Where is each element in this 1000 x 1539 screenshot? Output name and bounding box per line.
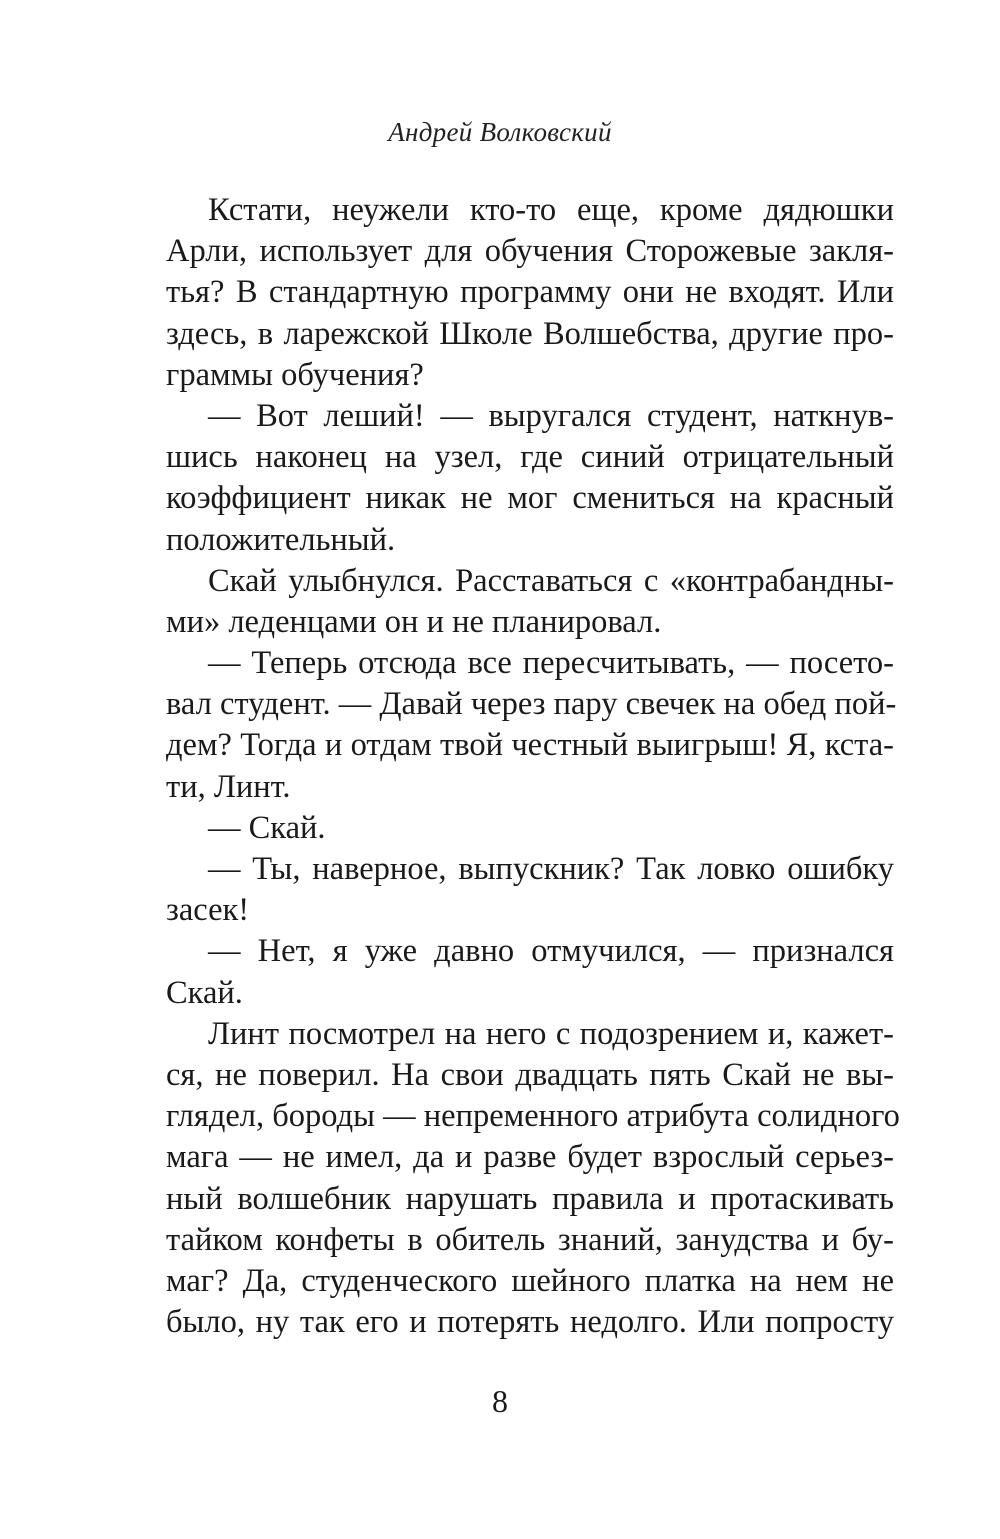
running-header-author: Андрей Волковский bbox=[388, 117, 612, 147]
paragraph bbox=[166, 1014, 900, 1344]
text-line: — Ты, наверное, выпускник? Так ловко ошибку bbox=[208, 851, 894, 887]
text-line: Скай. bbox=[166, 974, 243, 1011]
text-line: засек! bbox=[166, 892, 250, 929]
text-line: ми» леденцами он и не планировал. bbox=[166, 603, 662, 640]
paragraph bbox=[166, 808, 894, 849]
text-line: тья? В стандартную программу они не входят. Или bbox=[166, 274, 894, 311]
paragraph bbox=[166, 190, 894, 396]
text-line: Скай улыбнулся. Расставаться с «контрабандны- bbox=[208, 562, 894, 599]
text-line: здесь, в ларежской Школе Волшебства, другие про- bbox=[166, 315, 894, 352]
text-line: Линт посмотрел на него с подозрением и, кажет- bbox=[208, 1015, 894, 1052]
text-line: шись наконец на узел, где синий отрицательный bbox=[166, 439, 894, 476]
text-line: вал студент. — Давай через пару свечек на обед пой- bbox=[166, 686, 897, 723]
body-text bbox=[166, 190, 900, 1343]
text-line: маг? Да, студенческого шейного платка на нем не bbox=[166, 1262, 894, 1299]
text-line: тайком конфеты в обитель знаний, занудства и бу- bbox=[166, 1221, 894, 1258]
page-number: 8 bbox=[492, 1383, 508, 1419]
text-line: граммы обучения? bbox=[166, 356, 424, 393]
text-line: глядел, бороды — непременного атрибута солидного bbox=[166, 1098, 900, 1135]
paragraph bbox=[166, 561, 894, 643]
paragraph bbox=[166, 643, 897, 808]
text-line: ный волшебник нарушать правила и протаскивать bbox=[166, 1180, 894, 1217]
text-line: — Скай. bbox=[208, 809, 326, 846]
text-line: — Теперь отсюда все пересчитывать, — посето- bbox=[208, 645, 894, 682]
paragraph bbox=[166, 849, 894, 931]
text-line: мага — не имел, да и разве будет взрослый серьез- bbox=[166, 1139, 894, 1176]
paragraph bbox=[166, 931, 894, 1013]
text-line: дем? Тогда и отдам твой честный выигрыш! Я, кста- bbox=[166, 727, 894, 764]
text-line: Кстати, неужели кто-то еще, кроме дядюшки bbox=[208, 192, 894, 228]
text-line: положительный. bbox=[166, 521, 396, 558]
text-line: коэффициент никак не мог смениться на красный bbox=[166, 480, 894, 517]
text-line: было, ну так его и потерять недолго. Или попросту bbox=[166, 1304, 894, 1341]
text-line: Арли, использует для обучения Сторожевые закля- bbox=[166, 233, 894, 270]
text-line: — Вот леший! — выругался студент, наткнув- bbox=[208, 397, 894, 434]
text-line: ся, не поверил. На свои двадцать пять Скай не вы- bbox=[166, 1056, 894, 1093]
text-line: ти, Линт. bbox=[166, 768, 291, 805]
paragraph bbox=[166, 396, 894, 561]
text-line: — Нет, я уже давно отмучился, — признался bbox=[208, 933, 894, 970]
